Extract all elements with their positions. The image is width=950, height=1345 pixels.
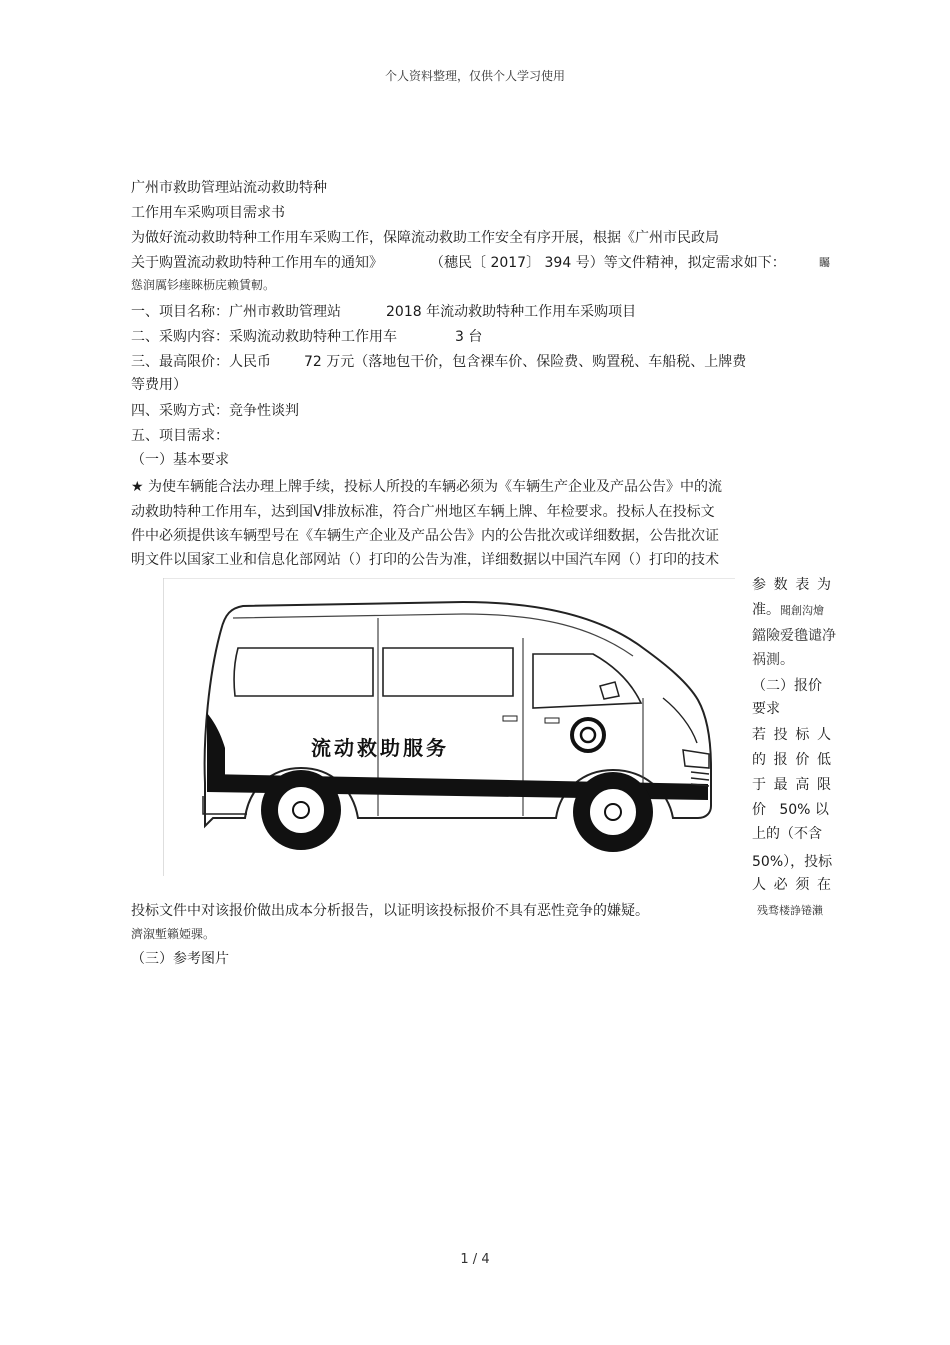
requirement-line-2: 动救助特种工作用车，达到国Ⅴ排放标准，符合广州地区车辆上牌、年检要求。投标人在投标文 <box>131 504 715 520</box>
item-3-continued: 等费用） <box>131 377 187 393</box>
item-4: 四、采购方式：竞争性谈判 <box>131 403 299 419</box>
requirement-line-4: 明文件以国家工业和信息化部网站（）打印的公告为准，详细数据以中国汽车网（）打印的技术 <box>131 552 719 568</box>
item-3-value: 72 万元（落地包干价，包含裸车价、保险费、购置税、车船税、上牌费 <box>304 354 747 370</box>
page-header: 个人资料整理，仅供个人学习使用 <box>384 69 565 83</box>
doc-title-line-2: 工作用车采购项目需求书 <box>131 205 285 221</box>
subsection-1-heading: （一）基本要求 <box>131 452 229 468</box>
side-text-4: 祸測。 <box>752 652 794 668</box>
item-3-label: 三、最高限价：人民币 <box>131 354 271 370</box>
garbled-text-1: 慫润厲钐瘗睞枥庑赖賃軔。 <box>131 278 276 292</box>
side-text-8: 的 报 价 低 <box>752 752 831 768</box>
rescue-van-illustration <box>163 578 735 876</box>
doc-title-line-1: 广州市救助管理站流动救助特种 <box>131 180 327 196</box>
side-text-1: 参 数 表 为 <box>752 577 831 593</box>
side-text-6: 要求 <box>752 701 780 717</box>
item-5: 五、项目需求： <box>131 428 229 444</box>
side-text-2 <box>752 601 824 619</box>
requirement-line-3: 件中必须提供该车辆型号在《车辆生产企业及产品公告》内的公告批次或详细数据，公告批次证 <box>131 528 719 544</box>
side-text-11: 上的（不含 <box>752 826 822 842</box>
intro-line-2b: （穗民〔 2017〕 394 号）等文件精神，拟定需求如下： <box>430 255 786 271</box>
page-number: 1 / 4 <box>460 1252 490 1267</box>
item-1-value: 2018 年流动救助特种工作用车采购项目 <box>386 304 637 320</box>
side-text-13: 人 必 须 在 <box>752 877 831 893</box>
side-text-7: 若 投 标 人 <box>752 727 831 743</box>
requirement-line-1: ★ 为使车辆能合法办理上牌手续，投标人所投的车辆必须为《车辆生产企业及产品公告》中的流 <box>131 479 722 495</box>
garbled-text-2: 濟溆塹籟婭骒。 <box>131 927 216 941</box>
quote-requirement-line: 投标文件中对该报价做出成本分析报告，以证明该投标报价不具有恶性竞争的嫌疑。 <box>131 903 649 919</box>
item-1-label: 一、项目名称：广州市救助管理站 <box>131 304 341 320</box>
intro-side-char: 矚 <box>819 256 830 269</box>
item-2-value: 3 台 <box>455 329 483 345</box>
side-text-9: 于 最 高 限 <box>752 777 831 793</box>
side-text-10: 价 50% 以 <box>752 802 829 818</box>
item-2-label: 二、采购内容：采购流动救助特种工作用车 <box>131 329 397 345</box>
quote-side-garbled: 残骛楼諍锩瀨 <box>757 904 823 917</box>
side-text-3: 鐺險爱氇谴净 <box>752 628 836 644</box>
intro-line-2a: 关于购置流动救助特种工作用车的通知》 <box>131 255 383 271</box>
side-text-2a: 准。 <box>752 602 780 618</box>
side-text-5: （二）报价 <box>752 678 822 694</box>
side-text-2b: 聞創沟燴 <box>780 604 824 617</box>
intro-line-1: 为做好流动救助特种工作用车采购工作，保障流动救助工作安全有序开展，根据《广州市民政局 <box>131 230 719 246</box>
subsection-3-heading: （三）参考图片 <box>131 951 229 967</box>
van-side-text: 流动救助服务 <box>311 736 449 760</box>
side-text-12: 50%），投标 <box>752 854 833 870</box>
